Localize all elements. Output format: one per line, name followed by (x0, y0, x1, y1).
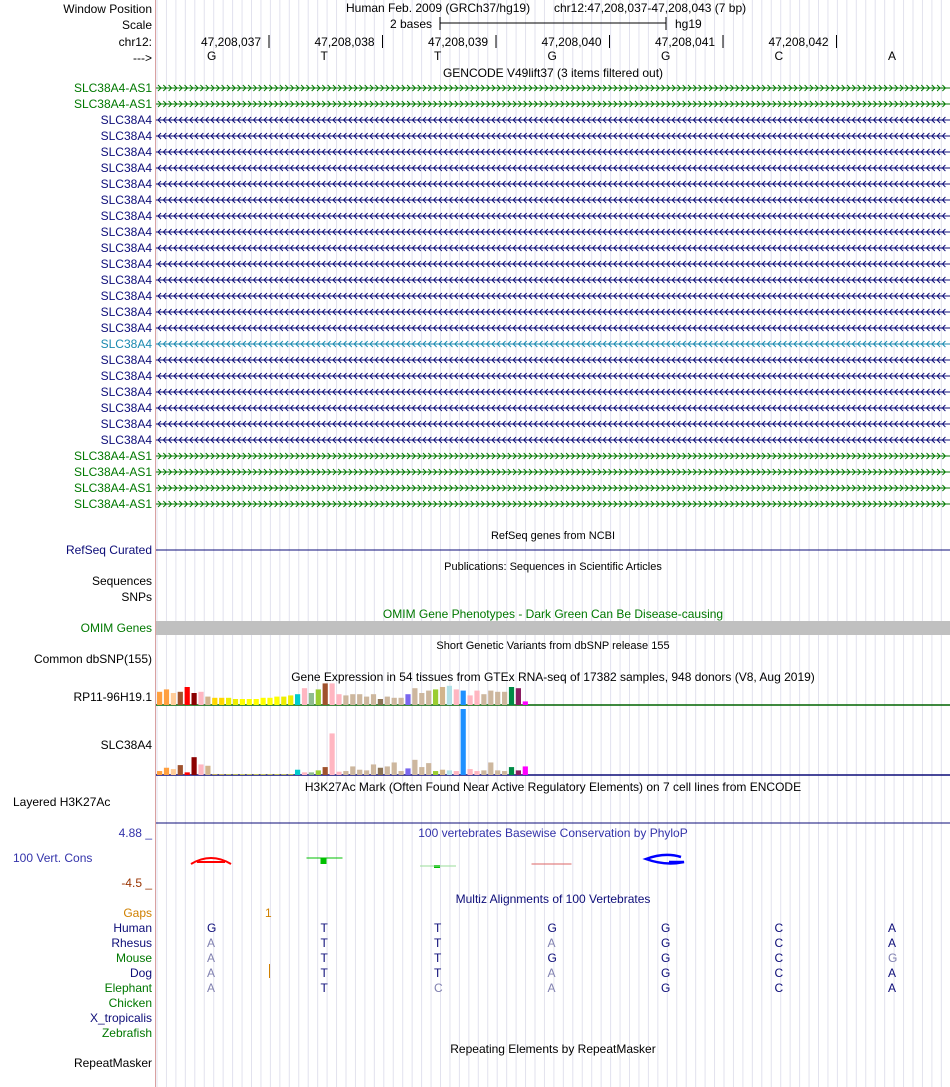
gtex-bar (495, 692, 500, 705)
gtex-bar (281, 775, 286, 776)
coord-label: 47,208,041 (655, 35, 716, 49)
h3k27ac-title: H3K27Ac Mark (Often Found Near Active Regulatory Elements) on 7 cell lines from ENCODE (304, 780, 802, 794)
gtex-bar (509, 767, 514, 775)
gencode-transcript-label[interactable]: SLC38A4-AS1 (73, 481, 152, 495)
gtex-bar (330, 733, 335, 775)
species-label[interactable]: Rhesus (111, 936, 152, 950)
gencode-transcript-label[interactable]: SLC38A4 (100, 193, 152, 207)
gencode-transcript-label[interactable]: SLC38A4 (100, 177, 152, 191)
gtex-bar (371, 764, 376, 775)
scale-text: 2 bases (390, 17, 433, 31)
gtex-bar (433, 771, 438, 775)
scale-label: Scale (121, 18, 152, 32)
gtex-bar (212, 698, 217, 705)
gtex-bar (336, 772, 341, 775)
aligned-base: G (661, 981, 671, 995)
cons-ymin-label: -4.5 _ (121, 876, 152, 890)
gencode-transcript-feature (156, 101, 950, 107)
gtex-bar (502, 692, 507, 705)
gencode-transcript-label[interactable]: SLC38A4-AS1 (73, 97, 152, 111)
aligned-base: A (547, 936, 556, 950)
aligned-base: T (320, 921, 328, 935)
gtex-bar (178, 765, 183, 775)
gtex-bar (274, 697, 279, 705)
aligned-base: T (320, 936, 328, 950)
gencode-title: GENCODE V49lift37 (3 items filtered out) (442, 66, 664, 80)
aligned-base: A (207, 936, 216, 950)
gtex-bar (330, 683, 335, 705)
omim-feature (156, 621, 950, 635)
species-label[interactable]: Chicken (108, 996, 152, 1010)
cons-label[interactable]: 100 Vert. Cons (13, 851, 93, 865)
aligned-base: A (207, 951, 216, 965)
aligned-base: G (661, 951, 671, 965)
gtex-bar (233, 775, 238, 776)
gencode-transcript-label[interactable]: SLC38A4-AS1 (73, 497, 152, 511)
gtex-bar (267, 775, 272, 776)
gtex-bar (509, 687, 514, 705)
gencode-transcript-feature (156, 229, 950, 235)
gtex-bar (426, 691, 431, 705)
gtex-bar (392, 762, 397, 775)
gtex-bar (488, 762, 493, 775)
gencode-transcript-label[interactable]: SLC38A4 (100, 401, 152, 415)
gtex-bar (323, 683, 328, 705)
aligned-base: T (320, 951, 328, 965)
gtex-bar (461, 709, 466, 775)
gencode-transcript-label[interactable]: SLC38A4 (100, 273, 152, 287)
gencode-transcript-feature (156, 309, 950, 315)
gencode-transcript-feature (156, 197, 950, 203)
gencode-transcript-feature (156, 453, 950, 459)
reference-base: C (774, 49, 784, 63)
gtex-bar (274, 775, 279, 776)
gtex-bar (240, 699, 245, 705)
aligned-base: A (888, 936, 897, 950)
gtex-bar (405, 768, 410, 775)
gtex-bar (219, 698, 224, 705)
gtex-bar (523, 701, 528, 705)
gtex-bar (440, 687, 445, 705)
gtex-bar (392, 698, 397, 705)
gtex-bar (288, 695, 293, 705)
gtex-bar (364, 770, 369, 775)
gencode-transcript-feature (156, 213, 950, 219)
gtex-bar (198, 764, 203, 775)
gencode-transcript-feature (156, 485, 950, 491)
gencode-transcript-feature (156, 261, 950, 267)
gtex-bar (454, 689, 459, 705)
gtex-bar (399, 698, 404, 705)
gencode-transcript-feature (156, 85, 950, 91)
species-label[interactable]: Zebrafish (101, 1026, 152, 1040)
reference-base: G (207, 49, 217, 63)
gtex-bar (226, 775, 231, 776)
cons-ymax-label: 4.88 _ (118, 826, 152, 840)
gtex-bar (164, 768, 169, 775)
species-label[interactable]: Elephant (104, 981, 152, 995)
gtex-bar (192, 693, 197, 705)
chrom-label: chr12: (118, 35, 152, 49)
gencode-transcript-feature (156, 421, 950, 427)
gencode-transcript-label[interactable]: SLC38A4 (100, 161, 152, 175)
phylop-mark (191, 858, 231, 864)
coord-label: 47,208,042 (768, 35, 829, 49)
gtex-bar (185, 772, 190, 775)
aligned-base: A (207, 966, 216, 980)
aligned-base: G (661, 936, 671, 950)
reference-base: T (320, 49, 328, 63)
gtex-gene-label-2[interactable]: SLC38A4 (100, 738, 152, 752)
phylop-mark (321, 858, 327, 864)
aligned-base: G (547, 921, 557, 935)
gtex-bar (385, 697, 390, 705)
gencode-transcript-feature (156, 245, 950, 251)
gtex-bar (212, 775, 217, 776)
gtex-bar (350, 694, 355, 705)
gencode-transcript-feature (156, 501, 950, 507)
aligned-base: A (547, 966, 556, 980)
gtex-bar (343, 695, 348, 705)
gtex-bar (198, 692, 203, 705)
gaps-label[interactable]: Gaps (123, 906, 152, 920)
aligned-base: G (888, 951, 898, 965)
coord-label: 47,208,037 (201, 35, 262, 49)
gencode-transcript-label[interactable]: SLC38A4-AS1 (73, 465, 152, 479)
gencode-transcript-label[interactable]: SLC38A4 (100, 145, 152, 159)
species-label[interactable]: Human (113, 921, 152, 935)
gencode-transcript-label[interactable]: SLC38A4-AS1 (73, 449, 152, 463)
gencode-transcript-feature (156, 437, 950, 443)
gencode-transcript-feature (156, 149, 950, 155)
gtex-bar (399, 771, 404, 775)
gtex-bar (412, 688, 417, 705)
gencode-transcript-feature (156, 293, 950, 299)
gencode-transcript-label[interactable]: SLC38A4 (100, 113, 152, 127)
gtex-bar (385, 766, 390, 775)
gtex-bar (171, 769, 176, 775)
aligned-base: G (661, 921, 671, 935)
gtex-bar (261, 775, 266, 776)
gtex-bar (157, 692, 162, 705)
gtex-bar (336, 694, 341, 705)
gtex-bar (468, 769, 473, 775)
snps-label[interactable]: SNPs (121, 590, 152, 604)
conservation-marks (191, 855, 684, 868)
gencode-transcript-feature (156, 117, 950, 123)
gtex-bar (371, 694, 376, 705)
gencode-transcript-feature (156, 133, 950, 139)
gencode-transcript-label[interactable]: SLC38A4 (100, 241, 152, 255)
gtex-bar (309, 693, 314, 705)
aligned-base: A (888, 921, 897, 935)
aligned-base: C (774, 921, 784, 935)
coord-label: 47,208,040 (541, 35, 602, 49)
repeatmasker-title: Repeating Elements by RepeatMasker (450, 1042, 656, 1056)
gtex-bar (288, 775, 293, 776)
aligned-base: T (434, 936, 442, 950)
gencode-transcript-label[interactable]: SLC38A4 (100, 129, 152, 143)
gtex-bar (178, 692, 183, 705)
aligned-base: A (547, 981, 556, 995)
aligned-base: C (434, 981, 443, 995)
gencode-transcript-feature (156, 325, 950, 331)
gencode-transcript-feature (156, 165, 950, 171)
aligned-base: G (207, 921, 217, 935)
gencode-transcript-label[interactable]: SLC38A4 (100, 385, 152, 399)
species-label[interactable]: X_tropicalis (89, 1011, 152, 1025)
gencode-transcript-feature (156, 389, 950, 395)
reference-base: A (888, 49, 897, 63)
gtex-bar (495, 770, 500, 775)
aligned-base: C (774, 951, 784, 965)
scale-bar (440, 17, 666, 30)
aligned-base: C (774, 981, 784, 995)
gencode-transcript-label[interactable]: SLC38A4 (100, 321, 152, 335)
species-label[interactable]: Dog (129, 966, 152, 980)
gtex-bar (447, 686, 452, 705)
gtex-bar (468, 695, 473, 705)
gtex-bar (474, 691, 479, 705)
gencode-transcript-label[interactable]: SLC38A4 (100, 257, 152, 271)
gencode-features (156, 85, 950, 507)
gtex-bar (440, 770, 445, 775)
reference-base: G (661, 49, 671, 63)
gtex-bar (523, 766, 528, 775)
gencode-transcript-label[interactable]: SLC38A4 (100, 433, 152, 447)
gtex-title: Gene Expression in 54 tissues from GTEx RNA-seq of 17382 samples, 948 donors (V8, Aug 2019) (291, 670, 815, 684)
gtex-bar (488, 691, 493, 705)
gtex-bar (316, 689, 321, 705)
gtex-bar (226, 698, 231, 705)
gtex-bar (481, 770, 486, 775)
gtex-bar (323, 767, 328, 775)
gtex-bar (481, 694, 486, 705)
dbsnp-label[interactable]: Common dbSNP(155) (33, 652, 152, 666)
gencode-transcript-feature (156, 357, 950, 363)
h3k27ac-label[interactable]: Layered H3K27Ac (13, 795, 111, 809)
gencode-transcript-feature (156, 277, 950, 283)
gtex-bar (205, 697, 210, 705)
gtex-bar (295, 770, 300, 775)
aligned-base: G (661, 966, 671, 980)
gtex-bar (516, 688, 521, 705)
gtex-bar (474, 771, 479, 775)
omim-label[interactable]: OMIM Genes (80, 621, 152, 635)
aligned-base: C (774, 966, 784, 980)
gtex-bar (267, 698, 272, 705)
aligned-base: T (434, 951, 442, 965)
assembly-text: Human Feb. 2009 (GRCh37/hg19) (346, 1, 531, 15)
gaps-count: 1 (265, 906, 272, 920)
refseq-title: RefSeq genes from NCBI (490, 530, 616, 542)
gtex-bar (516, 770, 521, 775)
gtex-bar (405, 694, 410, 705)
gtex-bar (378, 768, 383, 775)
window-position-label: Window Position (63, 2, 152, 16)
reference-base: G (547, 49, 557, 63)
gtex-bar (247, 775, 252, 776)
gtex-bar (343, 771, 348, 775)
gtex-bar (240, 775, 245, 776)
gtex-bar (302, 772, 307, 775)
gencode-transcript-label[interactable]: SLC38A4 (100, 417, 152, 431)
aligned-base: T (434, 921, 442, 935)
gtex-bar (419, 767, 424, 775)
gtex-bar (412, 760, 417, 775)
gtex-bar (454, 771, 459, 775)
gtex-bar (461, 691, 466, 705)
gtex-bar (254, 699, 259, 705)
position-text: chr12:47,208,037-47,208,043 (7 bp) (554, 1, 747, 15)
track-labels-column (0, 0, 155, 1087)
gtex-bar (357, 694, 362, 705)
multiz-title: Multiz Alignments of 100 Vertebrates (455, 892, 651, 906)
strand-label: ---> (133, 51, 152, 65)
gtex-bar (433, 689, 438, 705)
gencode-transcript-label[interactable]: SLC38A4 (100, 337, 152, 351)
repeatmasker-label[interactable]: RepeatMasker (73, 1056, 152, 1070)
gencode-transcript-feature (156, 469, 950, 475)
gtex-bar (426, 763, 431, 775)
phylop-logo-g (646, 855, 684, 864)
gencode-transcript-label[interactable]: SLC38A4 (100, 305, 152, 319)
gtex-bar (192, 757, 197, 775)
gtex-bar (171, 693, 176, 705)
gtex-bar (357, 770, 362, 775)
pubs-label[interactable]: Sequences (91, 574, 152, 588)
reference-base: T (434, 49, 442, 63)
aligned-base: T (320, 981, 328, 995)
gtex-gene-label-1[interactable]: RP11-96H19.1 (73, 690, 152, 704)
aligned-base: A (888, 966, 897, 980)
gtex-bar (157, 771, 162, 775)
gtex-bar (350, 766, 355, 775)
gtex-bar (302, 688, 307, 705)
gtex-bar (261, 698, 266, 705)
gtex-bar (185, 687, 190, 705)
aligned-base: T (320, 966, 328, 980)
gencode-transcript-feature (156, 373, 950, 379)
gtex-bar (219, 775, 224, 776)
gtex-bar (233, 699, 238, 705)
pubs-title: Publications: Sequences in Scientific Articles (444, 561, 662, 573)
gtex-bar (378, 699, 383, 705)
dbsnp-title: Short Genetic Variants from dbSNP release 155 (436, 640, 670, 652)
gtex-bar (247, 699, 252, 705)
species-label[interactable]: Mouse (115, 951, 152, 965)
gencode-transcript-label[interactable]: SLC38A4 (100, 353, 152, 367)
gencode-transcript-feature (156, 181, 950, 187)
aligned-base: A (207, 981, 216, 995)
refseq-label[interactable]: RefSeq Curated (65, 543, 152, 557)
gencode-transcript-label[interactable]: SLC38A4 (100, 209, 152, 223)
gtex-bar (364, 697, 369, 705)
gtex-bar (309, 772, 314, 775)
gtex-bar (164, 689, 169, 705)
gtex-bar (205, 766, 210, 775)
gencode-transcript-feature (156, 405, 950, 411)
cons-title: 100 vertebrates Basewise Conservation by PhyloP (418, 826, 688, 840)
gtex-bar (254, 775, 259, 776)
aligned-base: T (434, 966, 442, 980)
gtex-bar (419, 693, 424, 705)
track-area[interactable] (156, 0, 950, 1087)
gencode-transcript-label[interactable]: SLC38A4 (100, 225, 152, 239)
gencode-transcript-label[interactable]: SLC38A4 (100, 369, 152, 383)
gtex-bar (447, 770, 452, 775)
gtex-bar (295, 694, 300, 705)
aligned-base: A (888, 981, 897, 995)
gencode-transcript-label[interactable]: SLC38A4-AS1 (73, 81, 152, 95)
gtex-bar (502, 771, 507, 775)
gencode-transcript-feature (156, 341, 950, 347)
gtex-bar (281, 697, 286, 705)
omim-title: OMIM Gene Phenotypes - Dark Green Can Be Disease-causing (382, 607, 724, 621)
aligned-base: C (774, 936, 784, 950)
gtex-bars (156, 683, 950, 775)
gtex-bar (316, 770, 321, 775)
coord-label: 47,208,039 (428, 35, 489, 49)
db-text: hg19 (675, 17, 702, 31)
gencode-transcript-label[interactable]: SLC38A4 (100, 289, 152, 303)
gap-mark (269, 964, 270, 978)
coord-label: 47,208,038 (314, 35, 375, 49)
aligned-base: G (547, 951, 557, 965)
